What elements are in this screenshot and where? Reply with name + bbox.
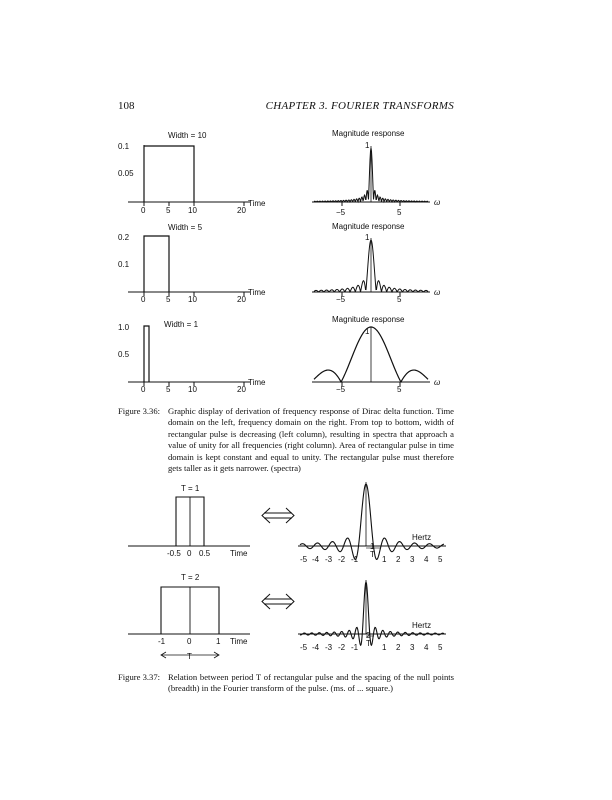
caption-text-337: Relation between period T of rectangular pulse and the spacing of the null points (breadth) in the Fourier transform of the pulse. (ms. of ... square.) xyxy=(168,672,454,694)
peak-label-3: 1 xyxy=(365,327,370,336)
mag-title-3: Magnitude response xyxy=(332,315,405,324)
hertz-tick: 1 xyxy=(382,555,387,564)
hertz-tick: -1 xyxy=(351,643,359,652)
y-tick-3b: 0.5 xyxy=(118,350,130,359)
w-tick: 5 xyxy=(397,295,402,304)
x-tick: 1 xyxy=(216,637,221,646)
chapter-title: CHAPTER 3. FOURIER TRANSFORMS xyxy=(265,100,454,112)
y-tick-2a: 0.2 xyxy=(118,233,130,242)
hertz-tick: 4 xyxy=(424,555,429,564)
transform-arrow-2 xyxy=(262,594,294,609)
fraction-num-1: 1 xyxy=(370,542,375,551)
w-tick: −5 xyxy=(336,385,346,394)
hertz-tick: 5 xyxy=(438,643,443,652)
transform-arrow-1 xyxy=(262,508,294,523)
hertz-tick: 4 xyxy=(424,643,429,652)
hertz-tick: 3 xyxy=(410,643,415,652)
pulse-label-t2: T = 2 xyxy=(181,573,200,582)
hertz-tick: -5 xyxy=(300,555,308,564)
peak-label-1: 1 xyxy=(365,141,370,150)
hertz-tick: -3 xyxy=(325,555,333,564)
time-label-t2: Time xyxy=(230,637,248,646)
x-tick: -0.5 xyxy=(167,549,181,558)
x-tick: 20 xyxy=(237,295,246,304)
mag-title-1: Magnitude response xyxy=(332,129,405,138)
x-tick: 20 xyxy=(237,206,246,215)
x-tick: 5 xyxy=(166,206,171,215)
pulse-label-t1: T = 1 xyxy=(181,484,200,493)
x-tick: 0 xyxy=(141,385,146,394)
x-tick: -1 xyxy=(158,637,166,646)
hertz-tick: -4 xyxy=(312,555,320,564)
hertz-label-1: Hertz xyxy=(412,533,432,542)
time-label-3: Time xyxy=(248,378,266,387)
caption-number-337: Figure 3.37: xyxy=(118,672,161,682)
hertz-tick: 1 xyxy=(382,643,387,652)
x-tick: 5 xyxy=(166,385,171,394)
pulse-title-2: Width = 5 xyxy=(168,223,203,232)
hertz-tick: -5 xyxy=(300,643,308,652)
hertz-tick: 2 xyxy=(396,643,401,652)
w-tick: 5 xyxy=(397,385,402,394)
omega-label-3: ω xyxy=(434,378,441,387)
y-tick-3a: 1.0 xyxy=(118,323,130,332)
hertz-tick: -2 xyxy=(338,555,346,564)
omega-label-1: ω xyxy=(434,198,441,207)
fraction-den-1: T xyxy=(370,550,375,559)
time-label-t1: Time xyxy=(230,549,248,558)
time-label-2: Time xyxy=(248,288,266,297)
x-tick: 20 xyxy=(237,385,246,394)
w-tick: −5 xyxy=(336,295,346,304)
hertz-tick: -4 xyxy=(312,643,320,652)
caption-text: Graphic display of derivation of frequency response of Dirac delta function. Time domain on the left, frequency domain on the right. From top to bottom, width of rectangular pulse is decreasing (left column), resulting in spectra that approach a value of unity for all frequencies (right column). Area of rectangular pulse in time domain is kept constant and equal to unity. The rectangular pulse must therefore gets taller as it gets narrower. (spectra) xyxy=(168,406,454,474)
x-tick: 0 xyxy=(141,206,146,215)
fraction-den-2: T xyxy=(366,639,371,648)
x-tick: 5 xyxy=(166,295,171,304)
w-tick: −5 xyxy=(336,208,346,217)
x-tick: 0.5 xyxy=(199,549,211,558)
hertz-tick: 3 xyxy=(410,555,415,564)
x-tick: 0 xyxy=(187,549,192,558)
omega-label-2: ω xyxy=(434,288,441,297)
page-number: 108 xyxy=(118,100,135,112)
mag-title-2: Magnitude response xyxy=(332,222,405,231)
x-tick: 10 xyxy=(188,206,197,215)
caption-number: Figure 3.36: xyxy=(118,406,161,416)
y-tick-1a: 0.1 xyxy=(118,142,130,151)
hertz-tick: -1 xyxy=(351,555,359,564)
fraction-num-2: 2 xyxy=(366,631,371,640)
hertz-tick: 2 xyxy=(396,555,401,564)
figure-3-37-caption xyxy=(118,672,454,695)
pulse-title-1: Width = 10 xyxy=(168,131,207,140)
time-label-1: Time xyxy=(248,199,266,208)
x-tick: 0 xyxy=(187,637,192,646)
hertz-tick: -2 xyxy=(338,643,346,652)
hertz-label-2: Hertz xyxy=(412,621,432,630)
width-label: T xyxy=(187,652,192,661)
y-tick-2b: 0.1 xyxy=(118,260,130,269)
x-tick: 10 xyxy=(188,295,197,304)
y-tick-1b: 0.05 xyxy=(118,169,134,178)
x-tick: 10 xyxy=(188,385,197,394)
pulse-title-3: Width = 1 xyxy=(164,320,199,329)
w-tick: 5 xyxy=(397,208,402,217)
x-tick: 0 xyxy=(141,295,146,304)
hertz-tick: 5 xyxy=(438,555,443,564)
hertz-tick: -3 xyxy=(325,643,333,652)
peak-label-2: 1 xyxy=(365,233,370,242)
